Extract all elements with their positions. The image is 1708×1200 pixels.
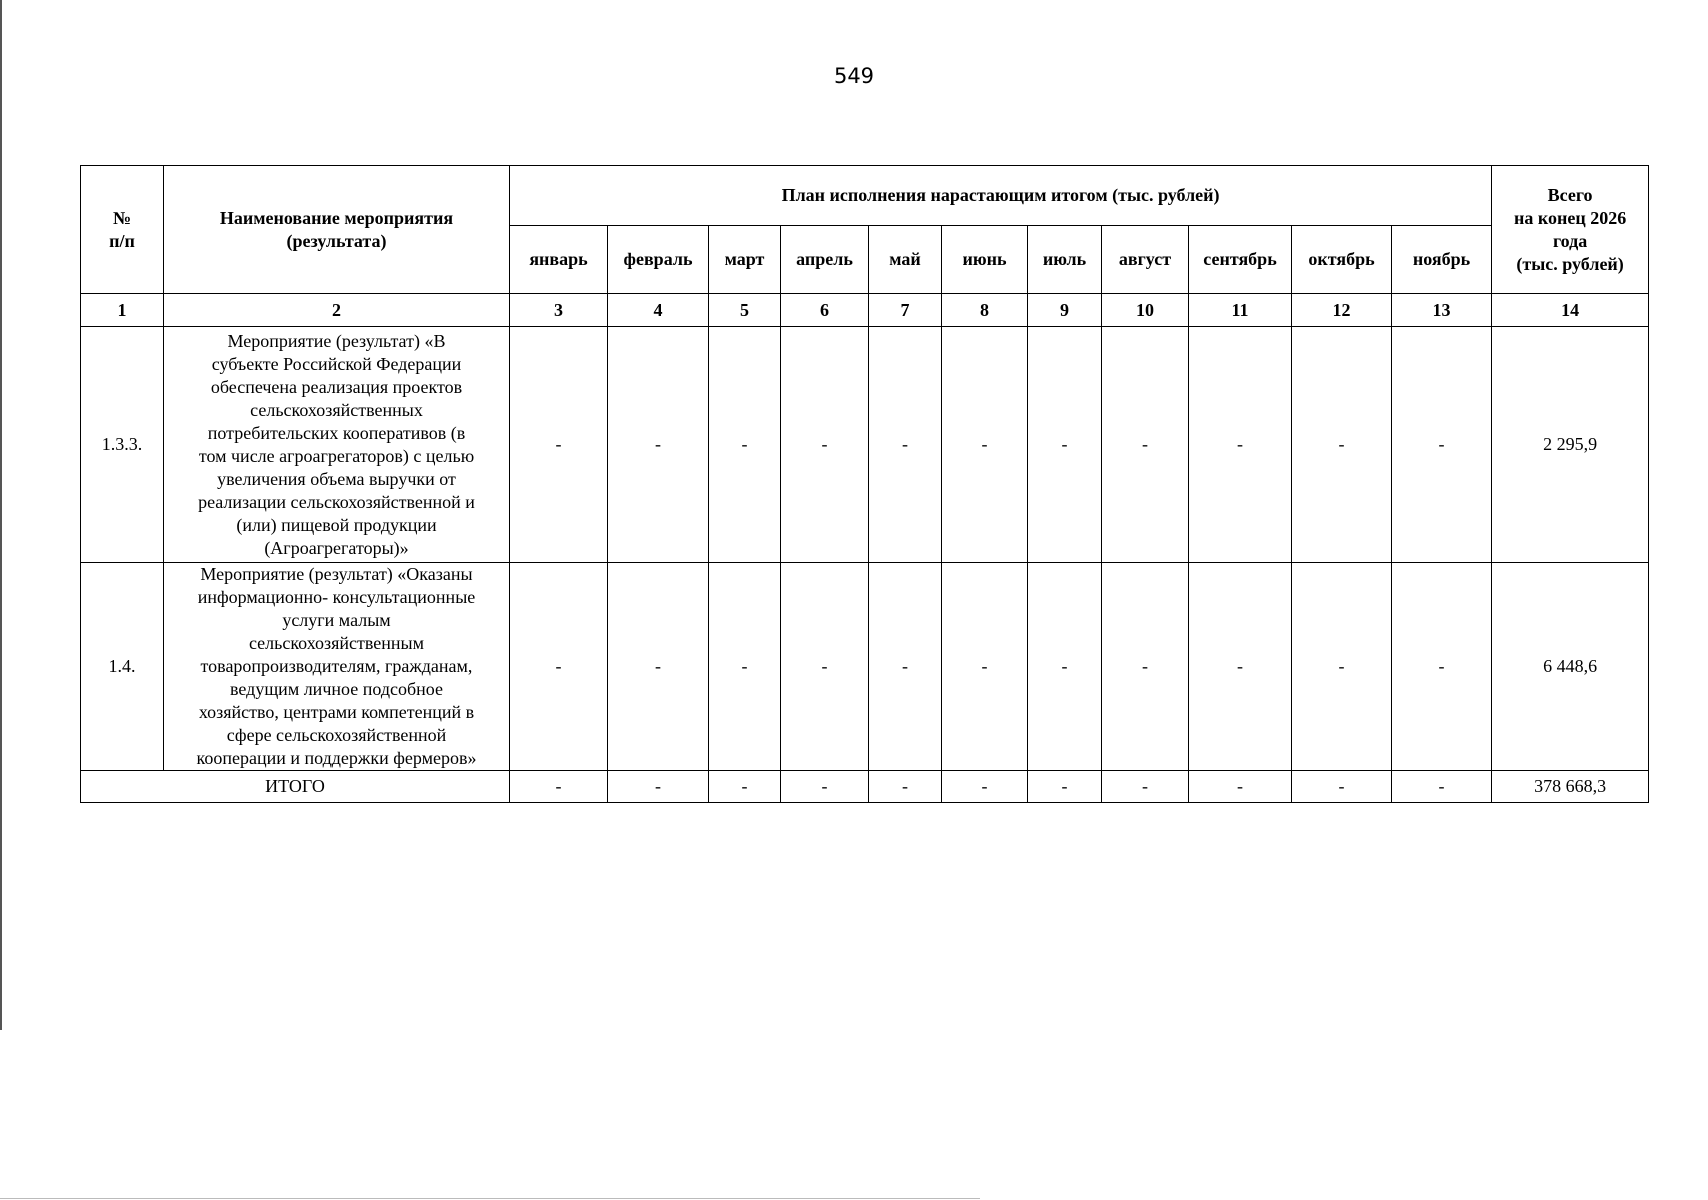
row-number: 1.4. xyxy=(81,563,164,771)
table-row xyxy=(81,563,1649,771)
month-value: - xyxy=(1028,563,1102,771)
itogo-month-value: - xyxy=(869,771,942,803)
table-row xyxy=(81,327,1649,563)
column-number: 7 xyxy=(869,294,942,327)
month-header: сентябрь xyxy=(1189,226,1292,294)
column-numbers-row xyxy=(81,294,1649,327)
column-number: 8 xyxy=(942,294,1028,327)
itogo-month-value: - xyxy=(709,771,781,803)
activity-name: Мероприятие (результат) «В субъекте Российской Федерации обеспечена реализация проектов сельскохозяйственных потребительских кооперативов (в том числе агроагрегаторов) с целью увеличения объема выручки от реализации сельскохозяйственной и (или) пищевой продукции (Агроагрегаторы)» xyxy=(164,327,510,563)
header-total-line4: (тыс. рублей) xyxy=(1516,253,1624,274)
header-total-line2: на конец 2026 xyxy=(1513,207,1627,228)
itogo-label: ИТОГО xyxy=(81,771,510,803)
month-value: - xyxy=(709,563,781,771)
month-header: август xyxy=(1102,226,1189,294)
month-value: - xyxy=(869,327,942,563)
month-header: октябрь xyxy=(1292,226,1392,294)
month-value: - xyxy=(510,563,608,771)
month-value: - xyxy=(608,327,709,563)
month-header: февраль xyxy=(608,226,709,294)
itogo-month-value: - xyxy=(1028,771,1102,803)
header-total-line3: года xyxy=(1552,230,1588,251)
scan-left-edge xyxy=(0,0,2,1030)
itogo-total: 378 668,3 xyxy=(1492,771,1649,803)
header-row-top xyxy=(81,166,1649,226)
column-number: 4 xyxy=(608,294,709,327)
month-value: - xyxy=(709,327,781,563)
activity-name: Мероприятие (результат) «Оказаны информационно- консультационные услуги малым сельскохозяйственным товаропроизводителям, гражданам, ведущим личное подсобное хозяйство, центрами компетенций в сфере сельскохозяйственной кооперации и поддержки фермеров» xyxy=(164,563,510,771)
itogo-month-value: - xyxy=(1392,771,1492,803)
month-header: май xyxy=(869,226,942,294)
month-header: июнь xyxy=(942,226,1028,294)
execution-plan-table xyxy=(80,165,1649,803)
itogo-month-value: - xyxy=(781,771,869,803)
month-value: - xyxy=(510,327,608,563)
column-number: 11 xyxy=(1189,294,1292,327)
header-total-col xyxy=(1492,166,1649,294)
header-name-line1: Наименование мероприятия xyxy=(219,207,454,228)
scan-bottom-edge xyxy=(0,1198,980,1199)
itogo-month-value: - xyxy=(1102,771,1189,803)
column-number: 9 xyxy=(1028,294,1102,327)
header-number-line1: № xyxy=(112,207,132,228)
month-value: - xyxy=(1102,563,1189,771)
month-header: ноябрь xyxy=(1392,226,1492,294)
column-number: 12 xyxy=(1292,294,1392,327)
column-number: 13 xyxy=(1392,294,1492,327)
itogo-month-value: - xyxy=(1292,771,1392,803)
header-name-col xyxy=(164,166,510,294)
month-value: - xyxy=(1292,327,1392,563)
row-total: 6 448,6 xyxy=(1492,563,1649,771)
month-header: январь xyxy=(510,226,608,294)
column-number: 1 xyxy=(81,294,164,327)
column-number: 6 xyxy=(781,294,869,327)
month-value: - xyxy=(608,563,709,771)
month-header: март xyxy=(709,226,781,294)
month-value: - xyxy=(942,327,1028,563)
month-value: - xyxy=(1189,563,1292,771)
row-number: 1.3.3. xyxy=(81,327,164,563)
month-value: - xyxy=(1292,563,1392,771)
header-total-line1: Всего xyxy=(1547,184,1593,205)
month-value: - xyxy=(942,563,1028,771)
month-value: - xyxy=(1102,327,1189,563)
header-number-line2: п/п xyxy=(109,230,135,251)
column-number: 14 xyxy=(1492,294,1649,327)
itogo-month-value: - xyxy=(942,771,1028,803)
month-header: апрель xyxy=(781,226,869,294)
page-number: 549 xyxy=(833,64,875,88)
itogo-month-value: - xyxy=(1189,771,1292,803)
month-value: - xyxy=(781,327,869,563)
header-plan-title: План исполнения нарастающим итогом (тыс. рублей) xyxy=(510,166,1492,226)
itogo-row xyxy=(81,771,1649,803)
month-value: - xyxy=(1392,563,1492,771)
month-value: - xyxy=(781,563,869,771)
header-name-line2: (результата) xyxy=(286,230,387,251)
itogo-month-value: - xyxy=(510,771,608,803)
row-total: 2 295,9 xyxy=(1492,327,1649,563)
column-number: 2 xyxy=(164,294,510,327)
column-number: 10 xyxy=(1102,294,1189,327)
itogo-month-value: - xyxy=(608,771,709,803)
column-number: 3 xyxy=(510,294,608,327)
column-number: 5 xyxy=(709,294,781,327)
month-header: июль xyxy=(1028,226,1102,294)
header-number-col xyxy=(81,166,164,294)
month-value: - xyxy=(869,563,942,771)
month-value: - xyxy=(1028,327,1102,563)
month-value: - xyxy=(1189,327,1292,563)
month-value: - xyxy=(1392,327,1492,563)
